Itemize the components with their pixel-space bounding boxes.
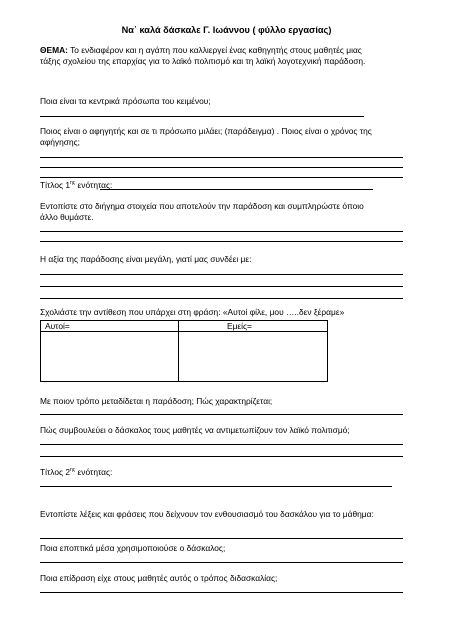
answer-line[interactable] xyxy=(40,486,392,487)
answer-line[interactable] xyxy=(40,231,403,232)
answer-line[interactable] xyxy=(40,116,364,117)
question-9 xyxy=(40,467,112,478)
question-1: Ποια είναι τα κεντρικά πρόσωπα του κειμένου; xyxy=(40,96,211,106)
table-header-emeis: Εμείς= xyxy=(227,321,252,331)
answer-line[interactable] xyxy=(40,298,403,299)
answer-line[interactable] xyxy=(100,189,373,190)
answer-line[interactable] xyxy=(40,538,403,539)
answer-line[interactable] xyxy=(40,562,403,563)
answer-line[interactable] xyxy=(40,177,403,178)
question-3-prefix: Τίτλος 1 xyxy=(40,180,71,190)
answer-line[interactable] xyxy=(40,274,403,275)
question-9-sup: ης xyxy=(70,467,76,473)
table-cell-emeis[interactable] xyxy=(179,331,327,381)
table-header-autoi: Αυτοί= xyxy=(45,321,70,331)
theme-text: Το ενδιαφέρον και η αγάπη που καλλιεργεί ένας καθηγητής στους μαθητές μιας τάξης σχολείου της επαρχίας για το λαϊκό πολιτισμό και τη λαϊκή λογοτεχνική παράδοση. xyxy=(40,45,366,66)
question-9-prefix: Τίτλος 2 xyxy=(40,467,71,477)
question-3-suffix: ενότητας: xyxy=(75,180,113,190)
answer-line[interactable] xyxy=(40,444,403,445)
theme-label: ΘΕΜΑ: xyxy=(40,45,68,55)
answer-line[interactable] xyxy=(40,241,403,242)
question-6: Σχολιάστε την αντίθεση που υπάρχει στη φράση: «Αυτοί φίλε, μου …..δεν ξέραμε» xyxy=(40,307,345,317)
table-cell-autoi[interactable] xyxy=(41,331,178,381)
worksheet-title: Να᾽ καλά δάσκαλε Γ. Ιωάννου ( φύλλο εργασίας) xyxy=(121,25,332,35)
question-9-suffix: ενότητας: xyxy=(75,467,113,477)
question-4: Εντοπίστε στο διήγημα στοιχεία που αποτελούν την παράδοση και συμπληρώστε όποιο άλλο θυμάστε. xyxy=(40,201,364,222)
question-12: Ποια επίδραση είχε στους μαθητές αυτός ο τρόπος διδασκαλίας; xyxy=(40,573,278,583)
answer-line[interactable] xyxy=(40,592,403,593)
question-5: Η αξία της παράδοσης είναι μεγάλη, γιατί μας συνδέει με: xyxy=(40,254,252,264)
question-7: Με ποιον τρόπο μεταδίδεται η παράδοση; Πώς χαρακτηρίζεται; xyxy=(40,396,273,406)
question-2: Ποιος είναι ο αφηγητής και σε τι πρόσωπο μιλάει; (παράδειγμα) . Ποιος είναι ο χρόνος της αφήγησης; xyxy=(40,126,372,147)
answer-line[interactable] xyxy=(40,157,403,158)
question-10: Εντοπίστε λέξεις και φράσεις που δείχνουν τον ενθουσιασμό του δασκάλου για το μάθημα: xyxy=(40,509,374,519)
question-3-sup: ης xyxy=(70,180,76,186)
contrast-table xyxy=(40,320,328,382)
answer-line[interactable] xyxy=(40,456,403,457)
answer-line[interactable] xyxy=(40,286,403,287)
answer-line[interactable] xyxy=(40,414,403,415)
theme-paragraph xyxy=(40,45,370,66)
answer-line[interactable] xyxy=(40,167,403,168)
question-11: Ποια εποπτικά μέσα χρησιμοποιούσε ο δάσκαλος; xyxy=(40,543,226,553)
question-8: Πώς συμβουλεύει ο δάσκαλος τους μαθητές να αντιμετωπίζουν τον λαϊκό πολιτισμό; xyxy=(40,425,350,435)
